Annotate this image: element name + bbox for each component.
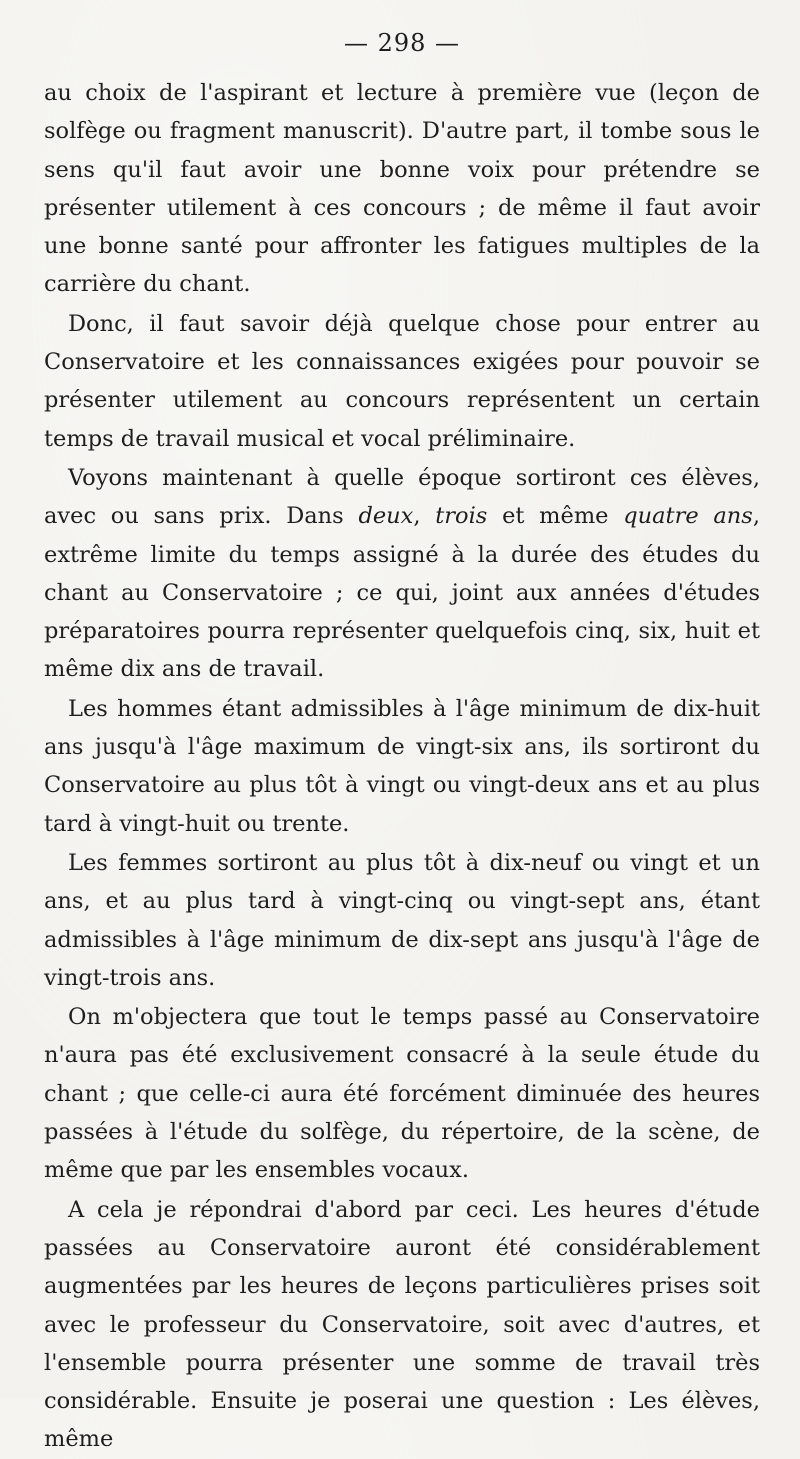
paragraph-1: au choix de l'aspirant et lecture à première vue (leçon de solfège ou fragment manuscrit). D'autre part, il tombe sous le sens qu'il faut avoir une bonne voix pour prétendre se présenter utilement à ces concours ; de même il faut avoir une bonne santé pour affronter les fatigues multiples de la carrière du chant. bbox=[44, 80, 760, 298]
italic-quatre-ans: quatre ans bbox=[623, 503, 753, 530]
paragraph-7: A cela je répondrai d'abord par ceci. Les heures d'étude passées au Conservatoire auront été considérablement augmentées par les heures de leçons particulières prises soit avec le professeur du Conservatoire, soit avec d'autres, et l'ensemble pourra présenter une somme de travail très considérable. Ensuite je poserai une question : Les élèves, même bbox=[44, 1196, 760, 1453]
page-number: — 298 — bbox=[343, 29, 461, 57]
paragraph-2: Donc, il faut savoir déjà quelque chose pour entrer au Conservatoire et les connaissances exigées pour pouvoir se présenter utilement au concours représentent un certain temps de travail musical et vocal préliminaire. bbox=[44, 310, 760, 452]
paragraph-3-part-b: , bbox=[413, 503, 436, 530]
italic-trois: trois bbox=[435, 503, 488, 530]
paragraph-3-part-c: et même bbox=[487, 503, 624, 530]
paragraph-5: Les femmes sortiront au plus tôt à dix-neuf ou vingt et un ans, et au plus tard à vingt-cinq ou vingt-sept ans, étant admissibles à l'âge minimum de dix-sept ans jusqu'à l'âge de vingt-trois ans. bbox=[44, 849, 760, 991]
paragraph-6: On m'objectera que tout le temps passé au Conservatoire n'aura pas été exclusivement consacré à la seule étude du chant ; que celle-ci aura été forcément diminuée des heures passées à l'étude du solfège, du répertoire, de la scène, de même que par les ensembles vocaux. bbox=[44, 1004, 760, 1184]
paragraph-3-part-d: , extrême limite du temps assigné à la durée des études du chant au Conservatoire ; ce qui, joint aux années d'études préparatoires pourra représenter quelquefois cinq, six, huit et même dix ans de travail. bbox=[44, 503, 760, 683]
paragraph-3 bbox=[44, 459, 760, 689]
italic-deux: deux bbox=[358, 503, 414, 530]
book-page bbox=[44, 28, 760, 1459]
paragraph-4: Les hommes étant admissibles à l'âge minimum de dix-huit ans jusqu'à l'âge maximum de vingt-six ans, ils sortiront du Conservatoire au plus tôt à vingt ou vingt-deux ans et au plus tard à vingt-huit ou trente. bbox=[44, 695, 760, 837]
paragraph-3-part-a: Voyons maintenant à quelle époque sortiront ces élèves, avec ou sans prix. Dans bbox=[44, 464, 760, 530]
